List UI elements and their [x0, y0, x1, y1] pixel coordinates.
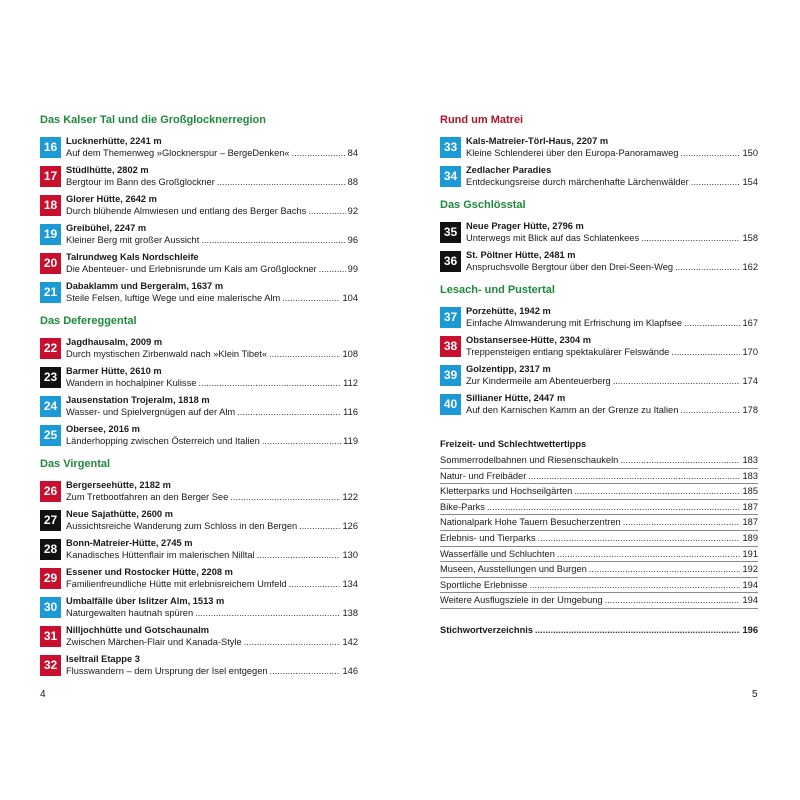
- tour-number-badge: 16: [40, 137, 61, 158]
- tour-number-badge: 22: [40, 338, 61, 359]
- entry-text: [466, 135, 758, 159]
- index-item[interactable]: [440, 593, 758, 609]
- index-page: 194: [742, 595, 758, 606]
- entry-description-line: [66, 549, 358, 561]
- toc-section: [440, 197, 758, 274]
- stichwort-label: Stichwortverzeichnis: [440, 624, 533, 635]
- tour-description: Zwischen Märchen-Flair und Kanada-Style: [66, 637, 242, 647]
- dot-leader: [230, 491, 340, 503]
- entry-description-line: [466, 346, 758, 358]
- tour-description: Zum Tretbootfahren an den Berger See: [66, 492, 229, 502]
- index-item[interactable]: [440, 453, 758, 469]
- tour-title: Stüdlhütte, 2802 m: [66, 165, 149, 175]
- index-label: Wasserfälle und Schluchten: [440, 548, 555, 559]
- toc-entry[interactable]: [40, 250, 358, 276]
- page-reference: 134: [342, 579, 358, 589]
- index-page: 191: [742, 548, 758, 559]
- toc-entry[interactable]: [40, 594, 358, 620]
- tour-description: Zur Kindermeile am Abenteuerberg: [466, 376, 611, 386]
- entry-text: [466, 392, 758, 416]
- index-page: 187: [742, 517, 758, 528]
- page-reference: 112: [343, 378, 358, 388]
- tour-description: Einfache Almwanderung mit Erfrischung im Klapfsee: [466, 318, 682, 328]
- entry-text: [66, 164, 358, 188]
- index-page: 187: [742, 501, 758, 512]
- tour-title: Iseltrail Etappe 3: [66, 654, 140, 664]
- entry-text: [466, 164, 758, 188]
- tour-number-badge: 30: [40, 597, 61, 618]
- toc-entry[interactable]: [40, 192, 358, 218]
- index-page: 189: [742, 532, 758, 543]
- tour-title: Jausenstation Trojeralm, 1818 m: [66, 395, 210, 405]
- dot-leader: [244, 636, 341, 648]
- index-label: Natur- und Freibäder: [440, 470, 527, 481]
- tour-description: Aussichtsreiche Wanderung zum Schloss in den Bergen: [66, 521, 298, 531]
- tour-number-badge: 37: [440, 307, 461, 328]
- entry-description-line: [66, 377, 358, 389]
- tour-description: Auf den Karnischen Kamm an der Grenze zu Italien: [466, 405, 679, 415]
- tour-number-badge: 26: [40, 481, 61, 502]
- toc-entry[interactable]: [40, 134, 358, 160]
- dot-leader: [589, 562, 741, 577]
- tour-number-badge: 17: [40, 166, 61, 187]
- dot-leader: [201, 234, 345, 246]
- entry-text: [66, 566, 358, 590]
- dot-leader: [684, 317, 740, 329]
- tour-title: Umbalfälle über Islitzer Alm, 1513 m: [66, 596, 225, 606]
- toc-entry[interactable]: [440, 304, 758, 330]
- entry-text: [66, 423, 358, 447]
- tour-number-badge: 31: [40, 626, 61, 647]
- dot-leader: [623, 515, 741, 530]
- index-item[interactable]: [440, 547, 758, 563]
- section-title: Rund um Matrei: [440, 114, 524, 126]
- tour-description: Unterwegs mit Blick auf das Schlatenkees: [466, 233, 640, 243]
- dot-leader: [289, 578, 341, 590]
- index-label: Sommerrodelbahnen und Riesenschaukeln: [440, 455, 619, 465]
- tour-description: Durch mystischen Zirbenwald nach »Klein Tibet«: [66, 349, 268, 359]
- page-reference: 122: [342, 492, 358, 502]
- dot-leader: [557, 547, 741, 562]
- stichwort-entry[interactable]: [440, 623, 758, 637]
- tour-description: Wasser- und Spielvergnügen auf der Alm: [66, 407, 236, 417]
- dot-leader: [538, 531, 741, 546]
- page-reference: 142: [342, 637, 358, 647]
- entry-description-line: [66, 491, 358, 503]
- section-title: Lesach- und Pustertal: [440, 284, 555, 296]
- page-reference: 158: [742, 233, 758, 243]
- dot-leader: [319, 263, 346, 275]
- toc-entry[interactable]: [40, 536, 358, 562]
- dot-leader: [217, 176, 346, 188]
- dot-leader: [237, 406, 341, 418]
- index-page: 183: [742, 470, 758, 481]
- entry-description-line: [66, 147, 358, 159]
- entry-text: [66, 193, 358, 217]
- entry-description-line: [66, 348, 358, 360]
- tour-title: Essener und Rostocker Hütte, 2208 m: [66, 567, 233, 577]
- tour-number-badge: 27: [40, 510, 61, 531]
- index-item[interactable]: [440, 484, 758, 500]
- tour-number-badge: 24: [40, 396, 61, 417]
- dot-leader: [308, 205, 345, 217]
- dot-leader: [680, 147, 740, 159]
- index-label: Kletterparks und Hochseilgärten: [440, 486, 573, 497]
- tour-title: Neue Prager Hütte, 2796 m: [466, 221, 584, 231]
- page-reference: 146: [342, 666, 358, 676]
- tour-title: Golzentipp, 2317 m: [466, 364, 551, 374]
- tour-number-badge: 18: [40, 195, 61, 216]
- toc-entry[interactable]: [40, 279, 358, 305]
- index-label: Weitere Ausflugsziele in der Umgebung: [440, 595, 603, 606]
- dot-leader: [605, 593, 741, 608]
- entry-text: [66, 595, 358, 619]
- left-page-toc: [40, 112, 358, 686]
- toc-section: [40, 313, 358, 448]
- tour-title: Bergerseehütte, 2182 m: [66, 480, 171, 490]
- tour-description: Länderhopping zwischen Österreich und Italien: [66, 436, 260, 446]
- tour-number-badge: 23: [40, 367, 61, 388]
- dot-leader: [680, 404, 740, 416]
- tour-description: Auf dem Themenweg »Glocknerspur – BergeDenken«: [66, 148, 290, 158]
- dot-leader: [691, 176, 741, 188]
- toc-entry[interactable]: [440, 219, 758, 245]
- tour-number-badge: 33: [440, 137, 461, 158]
- entry-description-line: [66, 406, 358, 418]
- entry-text: [66, 394, 358, 418]
- freizeit-index: [440, 437, 758, 637]
- entry-description-line: [466, 375, 758, 387]
- page-reference: 162: [742, 262, 758, 272]
- entry-text: [466, 334, 758, 358]
- tour-title: Talrundweg Kals Nordschleife: [66, 252, 199, 262]
- index-item[interactable]: [440, 515, 758, 531]
- page-reference: 104: [342, 293, 358, 303]
- dot-leader: [257, 549, 341, 561]
- section-title: Das Kalser Tal und die Großglocknerregion: [40, 114, 266, 126]
- entry-text: [466, 363, 758, 387]
- toc-entry[interactable]: [40, 652, 358, 678]
- page-reference: 99: [347, 264, 358, 274]
- page-reference: 154: [742, 177, 758, 187]
- entry-text: [66, 479, 358, 503]
- page-reference: 119: [343, 436, 358, 446]
- dot-leader: [292, 147, 346, 159]
- page-reference: 88: [347, 177, 358, 187]
- dot-leader: [299, 520, 340, 532]
- tour-number-badge: 36: [440, 251, 461, 272]
- tour-title: Obersee, 2016 m: [66, 424, 140, 434]
- toc-entry[interactable]: [40, 364, 358, 390]
- entry-text: [66, 251, 358, 275]
- tour-description: Familienfreundliche Hütte mit erlebnisreichem Umfeld: [66, 579, 287, 589]
- entry-text: [66, 365, 358, 389]
- index-item[interactable]: [440, 562, 758, 578]
- tour-title: Nilljochhütte und Gotschaunalm: [66, 625, 210, 635]
- tour-number-badge: 39: [440, 365, 461, 386]
- section-title: Das Gschlösstal: [440, 199, 526, 211]
- entry-description-line: [66, 205, 358, 217]
- entry-description-line: [466, 176, 758, 188]
- page-number-right: 5: [752, 689, 758, 700]
- toc-entry[interactable]: [40, 393, 358, 419]
- entry-text: [466, 305, 758, 329]
- tour-description: Kleine Schlenderei über den Europa-Panoramaweg: [466, 148, 679, 158]
- tour-title: Lucknerhütte, 2241 m: [66, 136, 162, 146]
- tour-description: Entdeckungsreise durch märchenhafte Lärchenwälder: [466, 177, 689, 187]
- entry-text: [66, 537, 358, 561]
- right-page-toc: [440, 112, 758, 637]
- toc-entry[interactable]: [440, 134, 758, 160]
- entry-description-line: [466, 317, 758, 329]
- index-label: Erlebnis- und Tierparks: [440, 532, 536, 543]
- toc-entry[interactable]: [40, 507, 358, 533]
- entry-text: [466, 220, 758, 244]
- page-reference: 130: [342, 550, 358, 560]
- toc-entry[interactable]: [40, 623, 358, 649]
- page-reference: 92: [347, 206, 358, 216]
- entry-text: [66, 135, 358, 159]
- entry-description-line: [66, 607, 358, 619]
- entry-text: [66, 508, 358, 532]
- tour-title: Sillianer Hütte, 2447 m: [466, 393, 566, 403]
- tour-number-badge: 40: [440, 394, 461, 415]
- entry-description-line: [66, 435, 358, 447]
- entry-description-line: [66, 292, 358, 304]
- tour-description: Die Abenteuer- und Erlebnisrunde um Kals am Großglockner: [66, 264, 317, 274]
- page-reference: 84: [347, 148, 358, 158]
- dot-leader: [535, 623, 740, 637]
- dot-leader: [262, 435, 341, 447]
- page-reference: 178: [742, 405, 758, 415]
- tour-number-badge: 28: [40, 539, 61, 560]
- index-page: 185: [742, 486, 758, 497]
- dot-leader: [574, 484, 740, 499]
- tour-description: Anspruchsvolle Bergtour über den Drei-Seen-Weg: [466, 262, 674, 272]
- tour-description: Steile Felsen, luftige Wege und eine malerische Alm: [66, 293, 281, 303]
- tour-description: Flusswandern – dem Ursprung der Isel entgegen: [66, 666, 268, 676]
- page-reference: 126: [342, 521, 358, 531]
- entry-text: [66, 653, 358, 677]
- tour-number-badge: 19: [40, 224, 61, 245]
- tour-title: Barmer Hütte, 2610 m: [66, 366, 162, 376]
- page-reference: 108: [342, 349, 358, 359]
- index-item[interactable]: [440, 469, 758, 485]
- toc-entry[interactable]: [40, 565, 358, 591]
- entry-description-line: [66, 520, 358, 532]
- entry-description-line: [66, 176, 358, 188]
- entry-description-line: [66, 665, 358, 677]
- dot-leader: [195, 607, 340, 619]
- tour-description: Naturgewalten hautnah spüren: [66, 608, 194, 618]
- tour-title: Kals-Matreier-Törl-Haus, 2207 m: [466, 136, 609, 146]
- tour-description: Wandern in hochalpiner Kulisse: [66, 378, 197, 388]
- entry-description-line: [466, 147, 758, 159]
- right-page-sections: [440, 112, 758, 417]
- tour-title: Bonn-Matreier-Hütte, 2745 m: [66, 538, 193, 548]
- dot-leader: [528, 469, 740, 484]
- tour-title: Obstansersee-Hütte, 2304 m: [466, 335, 592, 345]
- tour-number-badge: 38: [440, 336, 461, 357]
- tour-title: St. Pöltner Hütte, 2481 m: [466, 250, 576, 260]
- tour-description: Kanadisches Hüttenflair im malerischen Nilltal: [66, 550, 255, 560]
- tour-description: Kleiner Berg mit großer Aussicht: [66, 235, 200, 245]
- tour-number-badge: 34: [440, 166, 461, 187]
- entry-text: [466, 249, 758, 273]
- index-title: Freizeit- und Schlechtwettertipps: [440, 439, 587, 449]
- toc-entry[interactable]: [440, 163, 758, 189]
- entry-text: [66, 336, 358, 360]
- dot-leader: [282, 292, 340, 304]
- entry-description-line: [66, 578, 358, 590]
- tour-number-badge: 21: [40, 282, 61, 303]
- entry-text: [66, 280, 358, 304]
- index-label: Nationalpark Hohe Tauern Besucherzentren: [440, 517, 621, 528]
- tour-title: Glorer Hütte, 2642 m: [66, 194, 157, 204]
- page-reference: 167: [742, 318, 758, 328]
- dot-leader: [198, 377, 341, 389]
- toc-section: [40, 112, 358, 305]
- page-reference: 170: [742, 347, 758, 357]
- tour-description: Bergtour im Bann des Großglockner: [66, 177, 215, 187]
- dot-leader: [641, 232, 740, 244]
- tour-number-badge: 25: [40, 425, 61, 446]
- dot-leader: [671, 346, 740, 358]
- toc-entry[interactable]: [440, 248, 758, 274]
- toc-section: [440, 282, 758, 417]
- page-reference: 174: [742, 376, 758, 386]
- entry-description-line: [466, 404, 758, 416]
- entry-description-line: [66, 636, 358, 648]
- stichwort-page: 196: [742, 624, 758, 635]
- tour-title: Zedlacher Paradies: [466, 165, 552, 175]
- toc-entry[interactable]: [40, 335, 358, 361]
- tour-title: Greibühel, 2247 m: [66, 223, 147, 233]
- dot-leader: [529, 578, 740, 593]
- page-reference: 116: [343, 407, 358, 417]
- tour-description: Durch blühende Almwiesen und entlang des Berger Bachs: [66, 206, 307, 216]
- section-title: Das Virgental: [40, 458, 111, 470]
- tour-title: Neue Sajathütte, 2600 m: [66, 509, 173, 519]
- dot-leader: [675, 261, 740, 273]
- index-label: Sportliche Erlebnisse: [440, 579, 528, 590]
- index-page: 183: [742, 455, 758, 465]
- tour-description: Treppensteigen entlang spektakulärer Felswände: [466, 347, 670, 357]
- entry-description-line: [466, 232, 758, 244]
- page-reference: 150: [742, 148, 758, 158]
- section-title: Das Defereggental: [40, 315, 137, 327]
- page-reference: 96: [347, 235, 358, 245]
- page-number-left: 4: [40, 689, 46, 700]
- index-item[interactable]: [440, 578, 758, 594]
- entry-text: [66, 222, 358, 246]
- tour-title: Jagdhausalm, 2009 m: [66, 337, 163, 347]
- tour-number-badge: 20: [40, 253, 61, 274]
- dot-leader: [487, 500, 741, 515]
- dot-leader: [613, 375, 741, 387]
- index-label: Museen, Ausstellungen und Burgen: [440, 564, 587, 575]
- toc-entry[interactable]: [440, 333, 758, 359]
- entry-description-line: [66, 234, 358, 246]
- tour-number-badge: 32: [40, 655, 61, 676]
- dot-leader: [269, 348, 340, 360]
- index-page: 194: [742, 579, 758, 590]
- dot-leader: [270, 665, 341, 677]
- index-item[interactable]: [440, 500, 758, 516]
- toc-section: [440, 112, 758, 189]
- tour-title: Dabaklamm und Bergeralm, 1637 m: [66, 281, 224, 291]
- tour-number-badge: 29: [40, 568, 61, 589]
- tour-title: Porzehütte, 1942 m: [466, 306, 551, 316]
- toc-entry[interactable]: [40, 163, 358, 189]
- entry-description-line: [466, 261, 758, 273]
- toc-entry[interactable]: [40, 478, 358, 504]
- toc-entry[interactable]: [440, 362, 758, 388]
- toc-entry[interactable]: [40, 422, 358, 448]
- index-list: [440, 453, 758, 609]
- toc-section: [40, 456, 358, 678]
- toc-entry[interactable]: [40, 221, 358, 247]
- tour-number-badge: 35: [440, 222, 461, 243]
- entry-description-line: [66, 263, 358, 275]
- toc-entry[interactable]: [440, 391, 758, 417]
- page-reference: 138: [342, 608, 358, 618]
- entry-text: [66, 624, 358, 648]
- index-item[interactable]: [440, 531, 758, 547]
- index-page: 192: [742, 564, 758, 575]
- dot-leader: [620, 453, 740, 468]
- index-label: Bike-Parks: [440, 501, 485, 512]
